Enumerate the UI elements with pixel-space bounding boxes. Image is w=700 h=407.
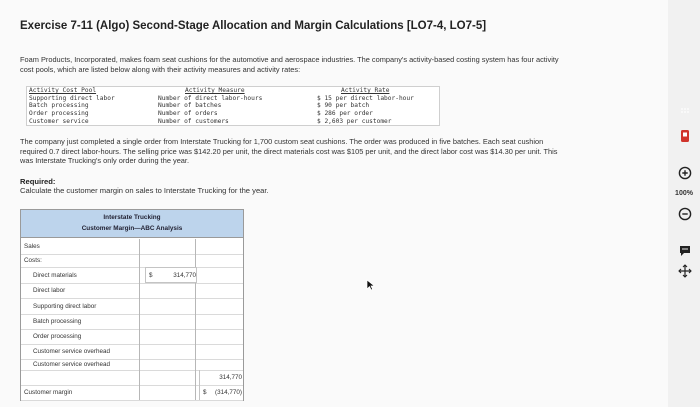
cost-amount-input[interactable] xyxy=(145,385,196,400)
required-text: Calculate the customer margin on sales to Interstate Trucking for the year. xyxy=(20,186,269,195)
row-label-input[interactable]: Direct labor xyxy=(21,283,140,298)
pool-rate: $ 90 per batch xyxy=(317,102,370,110)
total-amount-input[interactable] xyxy=(199,239,243,254)
pool-measure: Number of batches xyxy=(158,102,222,110)
answer-row xyxy=(21,370,243,386)
pool-measure: Number of orders xyxy=(158,110,218,118)
cost-amount-input[interactable] xyxy=(145,254,196,267)
answer-row xyxy=(21,329,243,345)
dollar-sign: $ xyxy=(203,389,207,396)
cost-amount-input[interactable] xyxy=(145,314,196,329)
row-label-input[interactable]: Customer service overhead xyxy=(21,344,140,359)
row-label-input[interactable]: Customer margin xyxy=(21,385,140,400)
pool-row xyxy=(27,118,439,126)
pool-measure: Number of customers xyxy=(158,117,229,125)
header-activity-rate: Activity Rate xyxy=(341,87,390,94)
grip-icon[interactable] xyxy=(676,103,693,120)
answer-title-company: Interstate Trucking xyxy=(103,214,161,221)
row-label-input[interactable] xyxy=(21,370,140,385)
cost-amount-input[interactable] xyxy=(145,329,196,344)
cost-amount-value: 314,770 xyxy=(173,271,196,279)
row-label-input[interactable]: Supporting direct labor xyxy=(21,298,140,314)
cost-amount-input[interactable] xyxy=(145,283,196,298)
answer-row xyxy=(21,283,243,299)
pool-row xyxy=(27,95,439,103)
activity-pool-table xyxy=(26,86,440,126)
move-icon[interactable] xyxy=(676,262,693,279)
total-amount-value: (314,770) xyxy=(215,389,242,396)
answer-row xyxy=(21,385,243,401)
answer-table-header xyxy=(21,210,243,238)
cost-amount-input[interactable] xyxy=(145,370,196,385)
total-amount-input[interactable] xyxy=(199,283,243,298)
total-amount-input[interactable] xyxy=(199,254,243,267)
pool-table-header xyxy=(27,87,439,95)
cost-amount-input[interactable] xyxy=(145,267,197,283)
row-label-input[interactable]: Customer service overhead xyxy=(21,359,140,370)
pool-name: Batch processing xyxy=(29,102,89,110)
header-activity-measure: Activity Measure xyxy=(185,87,245,94)
pool-rate: $ 2,603 per customer xyxy=(317,117,392,125)
pool-name: Order processing xyxy=(29,110,89,118)
total-amount-input[interactable] xyxy=(199,385,244,400)
answer-row xyxy=(21,267,243,284)
pool-name: Supporting direct labor xyxy=(29,94,115,102)
cost-amount-input[interactable] xyxy=(145,359,196,370)
zoom-level: 100% xyxy=(675,190,693,197)
total-amount-input[interactable] xyxy=(199,298,243,314)
pool-measure: Number of direct labor-hours xyxy=(158,94,263,102)
comment-icon[interactable] xyxy=(676,242,693,259)
required-label: Required: xyxy=(20,177,56,186)
pool-rate: $ 286 per order xyxy=(317,110,373,118)
total-amount-input[interactable] xyxy=(199,370,244,385)
answer-title-analysis: Customer Margin—ABC Analysis xyxy=(81,225,183,232)
row-label-input[interactable]: Sales xyxy=(21,239,140,254)
total-amount-input[interactable] xyxy=(199,267,243,283)
dollar-sign: $ xyxy=(149,271,153,279)
row-label-input[interactable]: Costs: xyxy=(21,254,140,267)
total-amount-input[interactable] xyxy=(199,329,243,344)
mouse-cursor-icon xyxy=(366,279,376,291)
order-details-text: The company just completed a single order from Interstate Trucking for 1,700 custom seat cushions. The order was produced in five batches. Each seat cushion required 0.7 direct labor-hours. The selling price was $142.20 per unit, the direct materials cost was $105 per unit, and the direct labor cost was $14.30 per unit. This was Interstate Trucking's only order during the year. xyxy=(20,137,558,165)
bookmark-icon[interactable] xyxy=(676,127,693,144)
total-amount-input[interactable] xyxy=(199,359,243,370)
row-label-input[interactable]: Order processing xyxy=(21,329,140,344)
pool-row xyxy=(27,102,439,110)
row-label-input[interactable]: Direct materials xyxy=(21,267,140,283)
zoom-out-icon[interactable] xyxy=(676,205,693,222)
pool-name: Customer service xyxy=(29,117,89,125)
total-amount-value: 314,770 xyxy=(219,374,242,381)
answer-row xyxy=(21,314,243,330)
zoom-in-icon[interactable] xyxy=(676,164,693,181)
answer-row xyxy=(21,254,243,268)
header-cost-pool: Activity Cost Pool xyxy=(29,87,97,94)
cost-amount-input[interactable] xyxy=(145,239,196,254)
answer-row xyxy=(21,344,243,360)
customer-margin-table xyxy=(20,209,244,401)
pool-row xyxy=(27,110,439,118)
total-amount-input[interactable] xyxy=(199,314,243,329)
cost-amount-input[interactable] xyxy=(145,344,196,359)
row-label-input[interactable]: Batch processing xyxy=(21,314,140,329)
intro-text: Foam Products, Incorporated, makes foam seat cushions for the automotive and aerospace industries. The company's activity-based costing system has four activity cost pools, which are listed below along with their activity measures and activity rates: xyxy=(20,55,559,74)
side-toolbar xyxy=(668,0,700,407)
cost-amount-input[interactable] xyxy=(145,298,196,314)
total-amount-input[interactable] xyxy=(199,344,243,359)
answer-row xyxy=(21,298,243,315)
answer-row xyxy=(21,239,243,255)
pool-rate: $ 15 per direct labor-hour xyxy=(317,94,414,102)
exercise-title: Exercise 7-11 (Algo) Second-Stage Allocation and Margin Calculations [LO7-4, LO7-5] xyxy=(20,20,487,32)
